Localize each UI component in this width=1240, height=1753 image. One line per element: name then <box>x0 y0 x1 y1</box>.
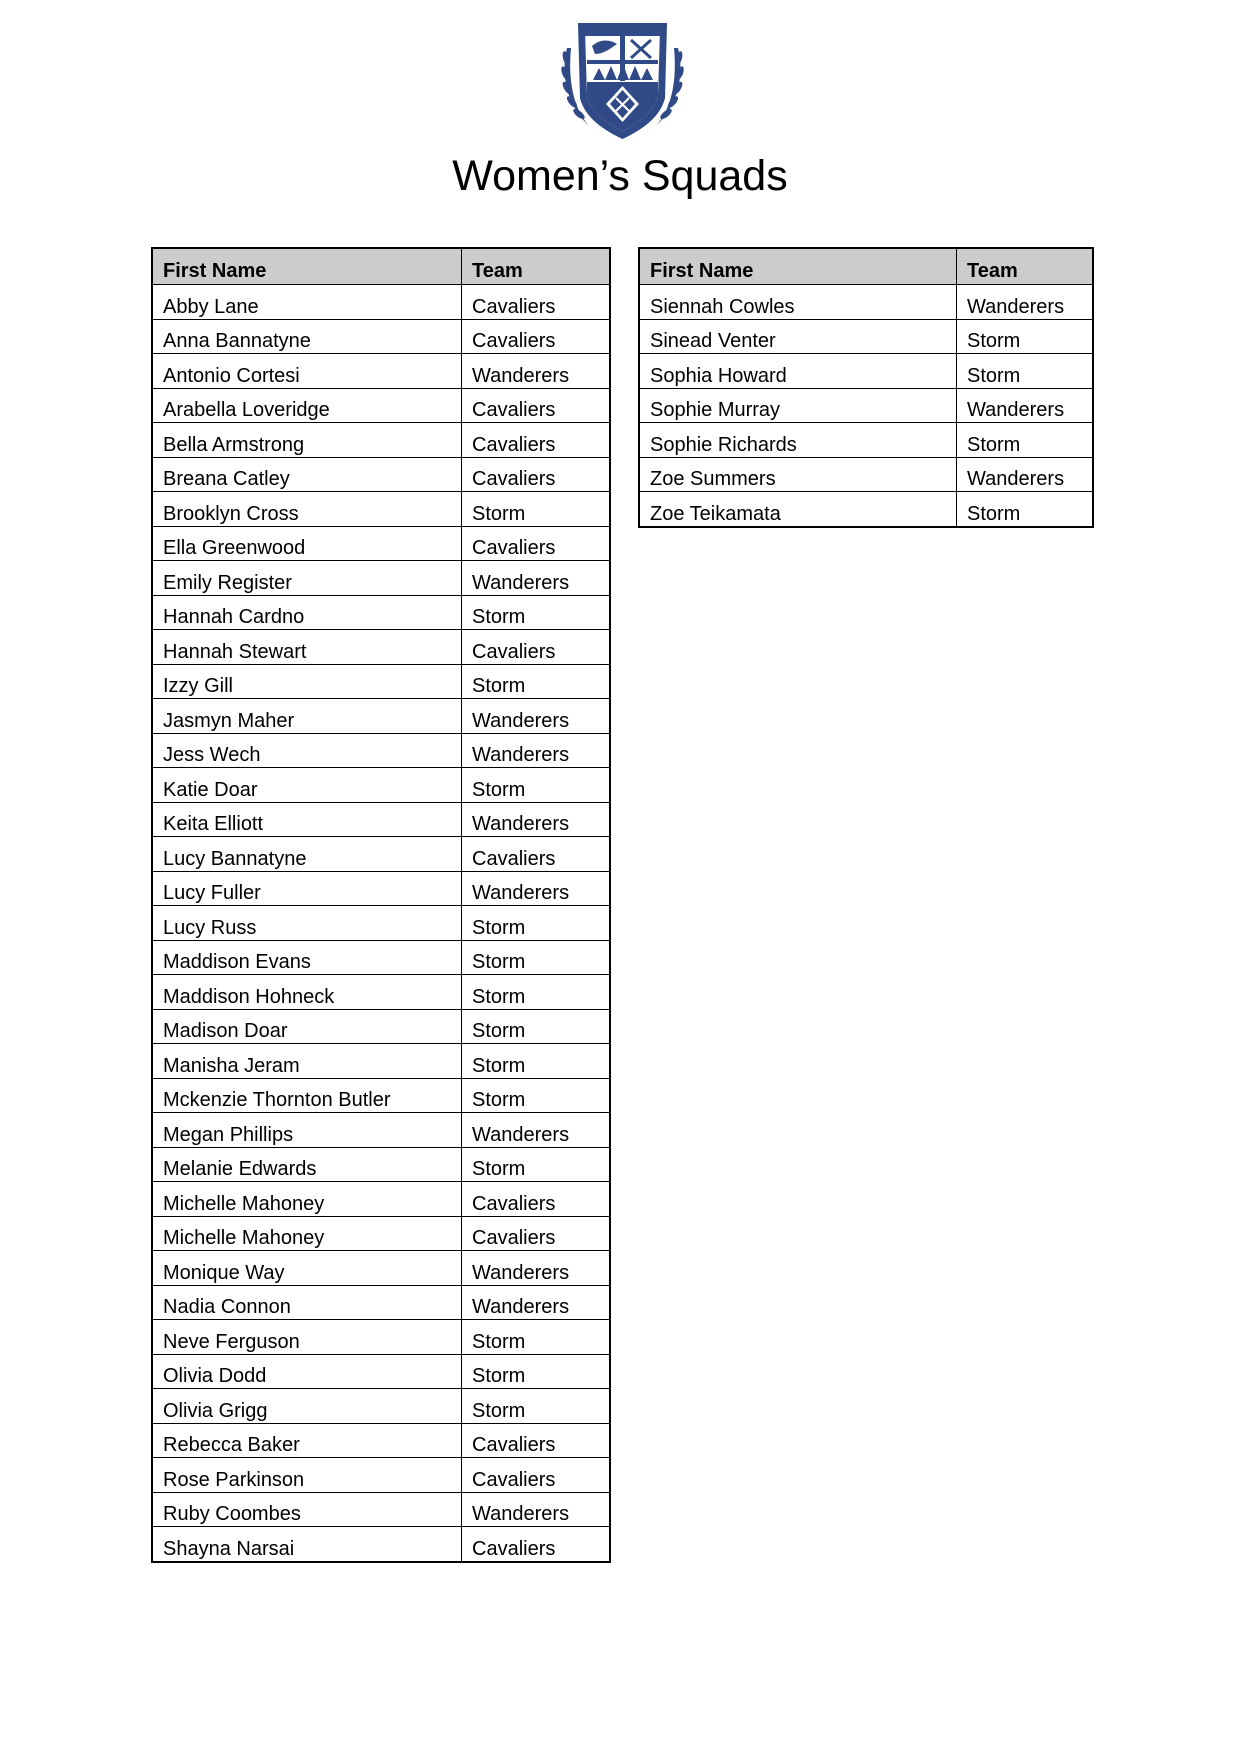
player-name-cell: Maddison Hohneck <box>152 975 462 1010</box>
team-cell: Wanderers <box>957 457 1094 492</box>
table-row <box>152 1113 610 1148</box>
column-header-first-name: First Name <box>152 248 462 285</box>
team-cell: Cavaliers <box>462 319 611 354</box>
column-header-team: Team <box>957 248 1094 285</box>
team-cell: Storm <box>462 1320 611 1355</box>
club-crest-icon <box>559 18 686 142</box>
player-name-cell: Maddison Evans <box>152 940 462 975</box>
team-cell: Storm <box>462 595 611 630</box>
table-row <box>639 319 1093 354</box>
player-name-cell: Emily Register <box>152 561 462 596</box>
table-row <box>152 802 610 837</box>
team-cell: Storm <box>957 319 1094 354</box>
player-name-cell: Breana Catley <box>152 457 462 492</box>
player-name-cell: Lucy Russ <box>152 906 462 941</box>
team-cell: Storm <box>957 423 1094 458</box>
team-cell: Wanderers <box>462 1285 611 1320</box>
team-cell: Cavaliers <box>462 1216 611 1251</box>
team-cell: Wanderers <box>462 354 611 389</box>
player-name-cell: Michelle Mahoney <box>152 1182 462 1217</box>
team-cell: Cavaliers <box>462 1423 611 1458</box>
player-name-cell: Monique Way <box>152 1251 462 1286</box>
table-row <box>152 664 610 699</box>
team-cell: Cavaliers <box>462 1458 611 1493</box>
team-cell: Cavaliers <box>462 1182 611 1217</box>
team-cell: Storm <box>462 1009 611 1044</box>
page-title: Women’s Squads <box>452 152 788 200</box>
column-header-first-name: First Name <box>639 248 957 285</box>
table-row <box>152 1527 610 1562</box>
team-cell: Storm <box>957 354 1094 389</box>
player-name-cell: Sinead Venter <box>639 319 957 354</box>
table-row <box>152 733 610 768</box>
player-name-cell: Zoe Summers <box>639 457 957 492</box>
table-row <box>152 319 610 354</box>
team-cell: Storm <box>462 664 611 699</box>
player-name-cell: Keita Elliott <box>152 802 462 837</box>
team-cell: Storm <box>462 1389 611 1424</box>
table-header-row <box>152 248 610 285</box>
team-cell: Wanderers <box>462 699 611 734</box>
player-name-cell: Anna Bannatyne <box>152 319 462 354</box>
table-row <box>639 492 1093 527</box>
team-cell: Cavaliers <box>462 457 611 492</box>
team-cell: Wanderers <box>462 561 611 596</box>
table-row <box>152 1492 610 1527</box>
table-row <box>152 1044 610 1079</box>
player-name-cell: Izzy Gill <box>152 664 462 699</box>
team-cell: Storm <box>462 940 611 975</box>
roster-table-right <box>638 247 1094 528</box>
player-name-cell: Katie Doar <box>152 768 462 803</box>
table-row <box>639 423 1093 458</box>
player-name-cell: Brooklyn Cross <box>152 492 462 527</box>
team-cell: Wanderers <box>462 1251 611 1286</box>
table-row <box>152 423 610 458</box>
team-cell: Storm <box>462 1354 611 1389</box>
player-name-cell: Sophie Richards <box>639 423 957 458</box>
player-name-cell: Siennah Cowles <box>639 285 957 320</box>
team-cell: Cavaliers <box>462 1527 611 1562</box>
team-cell: Wanderers <box>462 733 611 768</box>
player-name-cell: Ruby Coombes <box>152 1492 462 1527</box>
table-row <box>152 906 610 941</box>
player-name-cell: Jess Wech <box>152 733 462 768</box>
player-name-cell: Manisha Jeram <box>152 1044 462 1079</box>
table-row <box>152 561 610 596</box>
team-cell: Storm <box>462 1044 611 1079</box>
player-name-cell: Lucy Bannatyne <box>152 837 462 872</box>
team-cell: Wanderers <box>462 1113 611 1148</box>
table-row <box>152 1389 610 1424</box>
team-cell: Wanderers <box>957 388 1094 423</box>
table-row <box>152 1147 610 1182</box>
table-row <box>152 1354 610 1389</box>
team-cell: Wanderers <box>462 871 611 906</box>
team-cell: Storm <box>462 768 611 803</box>
team-cell: Storm <box>462 906 611 941</box>
table-row <box>152 699 610 734</box>
table-row <box>152 526 610 561</box>
player-name-cell: Neve Ferguson <box>152 1320 462 1355</box>
table-row <box>152 595 610 630</box>
table-row <box>152 1423 610 1458</box>
team-cell: Wanderers <box>462 1492 611 1527</box>
table-row <box>152 1458 610 1493</box>
table-row <box>152 975 610 1010</box>
player-name-cell: Arabella Loveridge <box>152 388 462 423</box>
team-cell: Storm <box>462 975 611 1010</box>
player-name-cell: Antonio Cortesi <box>152 354 462 389</box>
table-row <box>152 940 610 975</box>
table-row <box>152 354 610 389</box>
team-cell: Cavaliers <box>462 526 611 561</box>
player-name-cell: Olivia Dodd <box>152 1354 462 1389</box>
team-cell: Wanderers <box>957 285 1094 320</box>
table-row <box>152 1078 610 1113</box>
table-row <box>152 285 610 320</box>
player-name-cell: Jasmyn Maher <box>152 699 462 734</box>
table-row <box>639 388 1093 423</box>
team-cell: Wanderers <box>462 802 611 837</box>
table-row <box>152 1251 610 1286</box>
table-header-row <box>639 248 1093 285</box>
player-name-cell: Mckenzie Thornton Butler <box>152 1078 462 1113</box>
player-name-cell: Abby Lane <box>152 285 462 320</box>
team-cell: Cavaliers <box>462 630 611 665</box>
player-name-cell: Hannah Stewart <box>152 630 462 665</box>
table-row <box>152 388 610 423</box>
player-name-cell: Michelle Mahoney <box>152 1216 462 1251</box>
table-row <box>152 871 610 906</box>
player-name-cell: Shayna Narsai <box>152 1527 462 1562</box>
table-row <box>152 1182 610 1217</box>
table-row <box>152 630 610 665</box>
team-cell: Storm <box>462 492 611 527</box>
player-name-cell: Ella Greenwood <box>152 526 462 561</box>
team-cell: Cavaliers <box>462 423 611 458</box>
table-row <box>639 285 1093 320</box>
team-cell: Storm <box>462 1078 611 1113</box>
table-row <box>639 354 1093 389</box>
player-name-cell: Lucy Fuller <box>152 871 462 906</box>
column-header-team: Team <box>462 248 611 285</box>
player-name-cell: Megan Phillips <box>152 1113 462 1148</box>
table-row <box>152 1009 610 1044</box>
team-cell: Storm <box>462 1147 611 1182</box>
table-row <box>152 1285 610 1320</box>
player-name-cell: Sophia Howard <box>639 354 957 389</box>
player-name-cell: Rebecca Baker <box>152 1423 462 1458</box>
team-cell: Storm <box>957 492 1094 527</box>
player-name-cell: Melanie Edwards <box>152 1147 462 1182</box>
table-row <box>152 1320 610 1355</box>
player-name-cell: Madison Doar <box>152 1009 462 1044</box>
table-row <box>639 457 1093 492</box>
player-name-cell: Nadia Connon <box>152 1285 462 1320</box>
player-name-cell: Zoe Teikamata <box>639 492 957 527</box>
team-cell: Cavaliers <box>462 388 611 423</box>
player-name-cell: Sophie Murray <box>639 388 957 423</box>
player-name-cell: Olivia Grigg <box>152 1389 462 1424</box>
table-row <box>152 457 610 492</box>
table-row <box>152 768 610 803</box>
roster-table-left <box>151 247 611 1563</box>
team-cell: Cavaliers <box>462 285 611 320</box>
team-cell: Cavaliers <box>462 837 611 872</box>
player-name-cell: Bella Armstrong <box>152 423 462 458</box>
table-row <box>152 1216 610 1251</box>
table-row <box>152 492 610 527</box>
table-row <box>152 837 610 872</box>
player-name-cell: Rose Parkinson <box>152 1458 462 1493</box>
player-name-cell: Hannah Cardno <box>152 595 462 630</box>
